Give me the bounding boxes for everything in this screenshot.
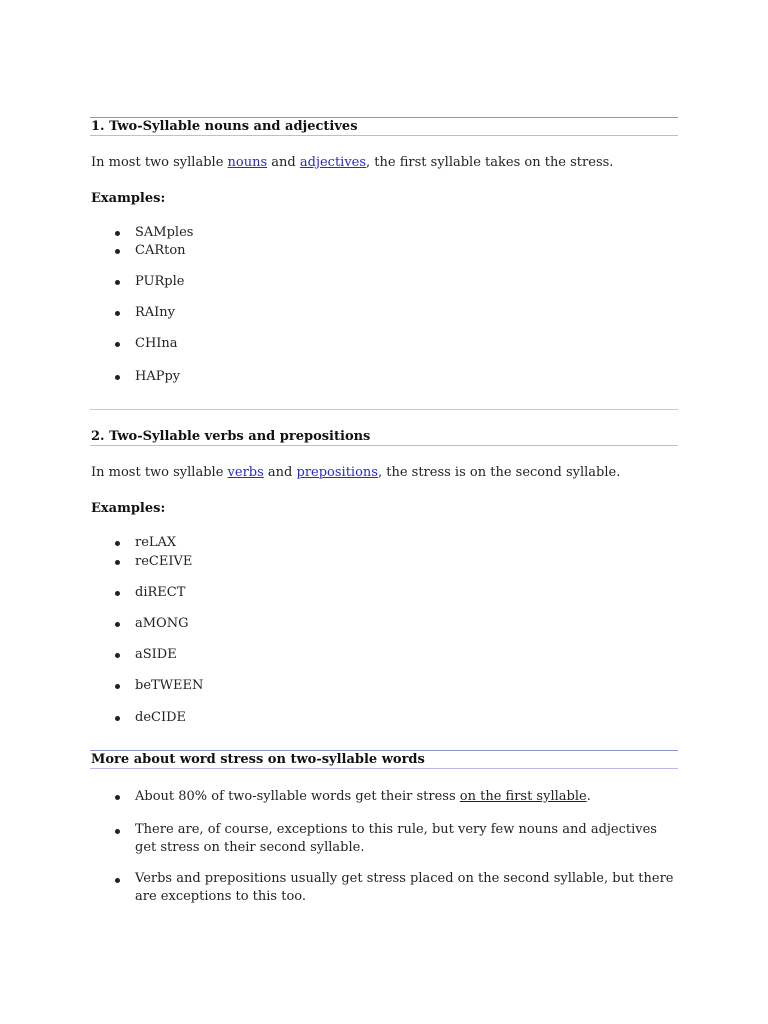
bullet-icon: [115, 311, 120, 316]
bullet-icon: [115, 249, 120, 254]
list-item: deCIDE: [135, 710, 187, 725]
list-item: CHIna: [135, 336, 178, 351]
section3-top-rule: [90, 750, 678, 751]
first-syllable-underlined: on the first syllable: [459, 789, 587, 804]
list-item: There are, of course, exceptions to this rule, but very few nouns and adjectives get stress on their second syllable.: [135, 822, 657, 855]
verbs-link[interactable]: verbs: [227, 465, 264, 480]
section1-intro: [91, 155, 613, 170]
list-item: PURple: [135, 274, 185, 289]
bullet1-text-b: .: [586, 789, 591, 804]
bullet1-text-a: About 80% of two-syllable words get their stress: [135, 789, 460, 804]
section2-examples-label: Examples:: [91, 501, 166, 516]
list-item: SAMples: [135, 225, 194, 240]
section1-heading: 1. Two-Syllable nouns and adjectives: [91, 119, 358, 134]
section3-heading: More about word stress on two-syllable words: [91, 752, 425, 767]
section2-intro-text-c: , the stress is on the second syllable.: [377, 465, 621, 480]
section2-top-rule: [90, 409, 678, 410]
nouns-link[interactable]: nouns: [227, 155, 268, 170]
section3-heading-underline: [90, 768, 678, 769]
bullet-icon: [115, 560, 120, 565]
section2-intro: [91, 465, 620, 480]
list-item: aSIDE: [135, 647, 177, 662]
bullet-icon: [115, 653, 120, 658]
bullet-icon: [115, 231, 120, 236]
bullet-icon: [115, 375, 120, 380]
bullet-icon: [115, 795, 120, 800]
bullet-icon: [115, 342, 120, 347]
section2-heading: 2. Two-Syllable verbs and prepositions: [91, 429, 371, 444]
bullet-icon: [115, 829, 120, 834]
list-item: [135, 789, 591, 804]
list-item: reLAX: [135, 535, 177, 550]
section2-intro-text-b: and: [263, 465, 297, 480]
section2-heading-underline: [90, 445, 678, 446]
bullet-icon: [115, 280, 120, 285]
prepositions-link[interactable]: prepositions: [296, 465, 378, 480]
bullet-icon: [115, 684, 120, 689]
bullet-icon: [115, 716, 120, 721]
adjectives-link[interactable]: adjectives: [299, 155, 367, 170]
list-item: CARton: [135, 243, 186, 258]
section1-heading-underline: [90, 135, 678, 136]
section2-intro-text-a: In most two syllable: [91, 465, 228, 480]
bullet-icon: [115, 622, 120, 627]
list-item: Verbs and prepositions usually get stress placed on the second syllable, but there are exceptions to this too.: [135, 871, 674, 904]
section1-intro-text-b: and: [267, 155, 300, 170]
section1-intro-text-a: In most two syllable: [91, 155, 228, 170]
section1-examples-label: Examples:: [91, 191, 166, 206]
bullet-icon: [115, 591, 120, 596]
section1-intro-text-c: , the first syllable takes on the stress.: [366, 155, 614, 170]
list-item: beTWEEN: [135, 678, 204, 693]
list-item: diRECT: [135, 585, 186, 600]
list-item: RAIny: [135, 305, 176, 320]
list-item: reCEIVE: [135, 554, 193, 569]
bullet-icon: [115, 541, 120, 546]
section1-top-rule: [90, 117, 678, 118]
bullet-icon: [115, 878, 120, 883]
list-item: aMONG: [135, 616, 189, 631]
list-item: HAPpy: [135, 369, 181, 384]
